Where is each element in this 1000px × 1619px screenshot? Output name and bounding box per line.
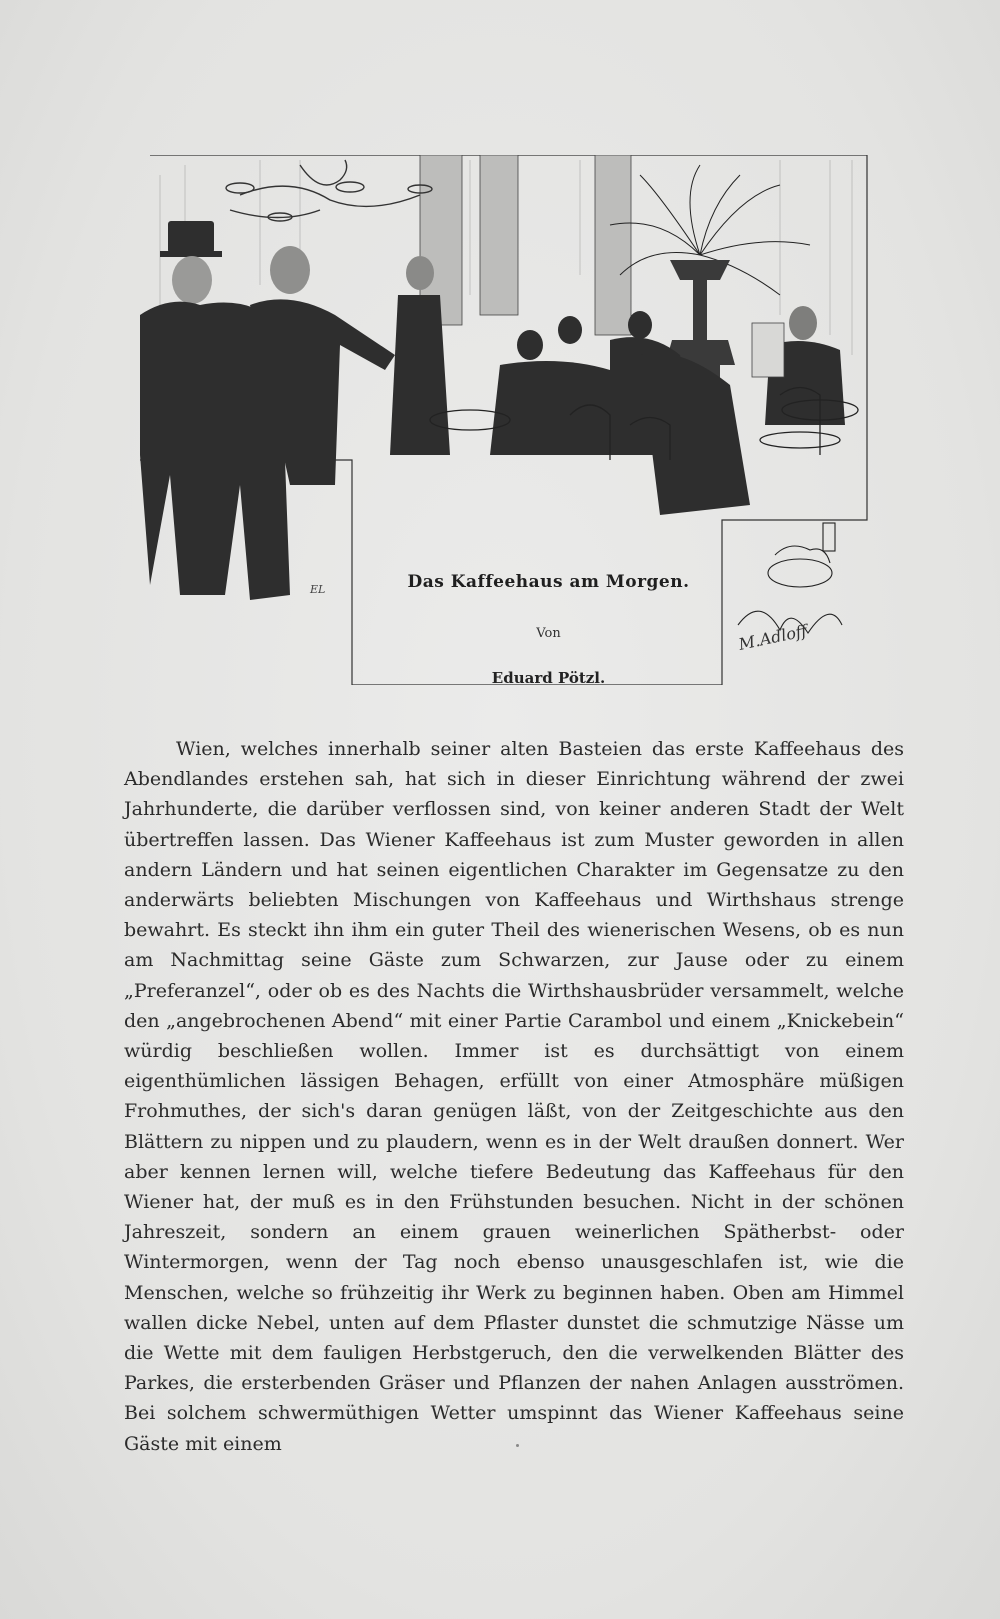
title-block xyxy=(352,476,745,686)
artist-signature: M.Adloff xyxy=(736,620,809,654)
artist-monogram: EL xyxy=(310,583,326,596)
article-title: Das Kaffeehaus am Morgen. xyxy=(407,572,690,592)
author-name: Eduard Pötzl. xyxy=(491,669,606,687)
body-paragraph: Wien, welches innerhalb seiner alten Basteien das erste Kaffeehaus des Abendlandes erstehen sah, hat sich in dieser Einrichtung während der zwei Jahrhunderte, die darüber verflossen sind, von keiner anderen Stadt der Welt übertreffen lassen. Das Wiener Kaffeehaus ist zum Muster geworden in allen andern Ländern und hat seinen eigentlichen Charakter im Gegensatze zu den anderwärts beliebten Mischungen von Kaffeehaus und Wirthshaus strenge bewahrt. Es steckt ihn ihm ein guter Theil des wienerischen Wesens, ob es nun am Nachmittag seine Gäste zum Schwarzen, zur Jause oder zu einem „Preferanzel“, oder ob es des Nachts die Wirthshausbrüder versammelt, welche den „angebrochenen Abend“ mit einer Partie Carambol und einem „Knickebein“ würdig beschließen wollen. Immer ist es durchsättigt von einem eigenthümlichen lässigen Behagen, erfüllt von einer Atmosphäre müßigen Frohmuthes, der sich's daran genügen läßt, von der Zeitgeschichte aus den Blättern zu nippen und zu plaudern, wenn es in der Welt draußen donnert. Wer aber kennen lernen will, welche tiefere Bedeutung das Kaffeehaus für den Wiener hat, der muß es in den Frühstunden besuchen. Nicht in der schönen Jahreszeit, sondern an einem grauen weinerlichen Spätherbst- oder Wintermorgen, wenn der Tag noch ebenso unausgeschlafen ist, wie die Menschen, welche so frühzeitig ihr Werk zu beginnen haben. Oben am Himmel wallen dicke Nebel, unten auf dem Pflaster dunstet die schmutzige Nässe um die Wette mit dem fauligen Herbstgeruch, den die verwelkenden Blätter des Parkes, die ersterbenden Gräser und Pflanzen der nahen Anlagen ausströmen. Bei solchem schwermüthigen Wetter umspinnt das Wiener Kaffeehaus seine Gäste mit einem xyxy=(124,738,904,1455)
page-speck xyxy=(516,1444,519,1447)
byline-von: Von xyxy=(536,626,561,641)
